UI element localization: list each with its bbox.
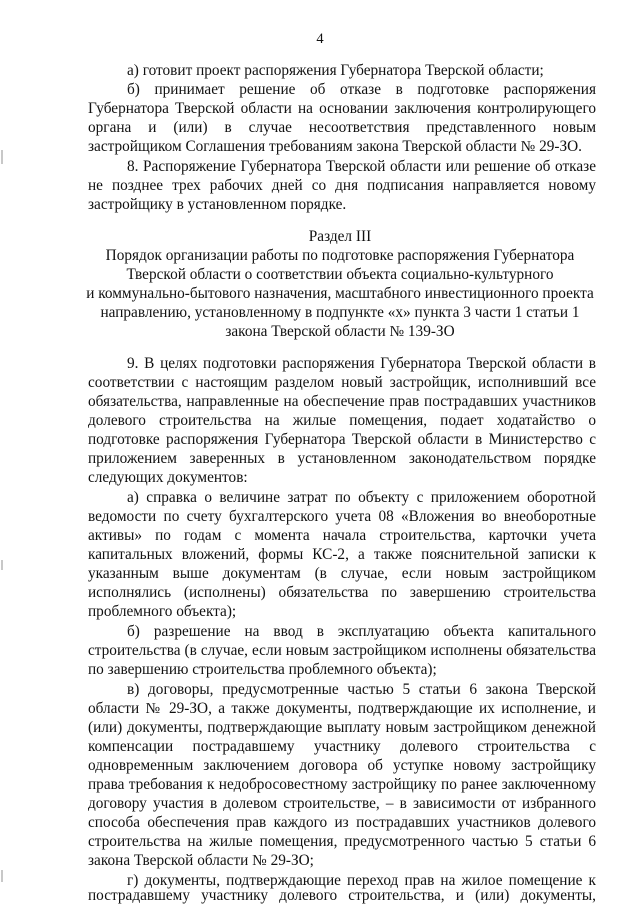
paragraph-9a-line: исполнялись (исполнены) обязательства по завершению строительства [88, 584, 596, 601]
paragraph-9-line: следующих документов: [88, 469, 248, 486]
paragraph-9a-line: а) справка о величине затрат по объекту с приложением оборотной [127, 489, 596, 506]
paragraph-9a-line: ведомости по счету бухгалтерского учета 08 «Вложения во внеоборотные [88, 508, 596, 525]
paragraph-b-line: застройщиком Соглашения требованиям закона Тверской области № 29-ЗО. [88, 138, 582, 155]
paragraph-9v-line: (или) документы, подтверждающие выплату новым застройщиком денежной [88, 719, 596, 736]
paragraph-8-line: застройщику в установленном порядке. [88, 196, 347, 213]
section-heading: Раздел III [308, 228, 372, 245]
paragraph-9a-line: указанным выше документам (в случае, если новым застройщиком [88, 565, 596, 582]
paragraph-9b-line: по завершению строительства проблемного объекта); [88, 661, 437, 678]
paragraph-9g-line: пострадавшему участнику долевого строительства, и (или) документы, [88, 887, 596, 904]
paragraph-9v-line: закона Тверской области № 29-ЗО; [88, 852, 314, 869]
scan-margin-mark [1, 870, 3, 882]
section-title-line: закона Тверской области № 139-ЗО [225, 323, 455, 340]
paragraph-9v-line: строительства на жилые помещения, предусмотренного частью 5 статьи 6 [88, 833, 596, 850]
paragraph-9v-line: способа обеспечения прав каждого из пострадавших участников долевого [88, 814, 596, 831]
section-title-line: и коммунально-бытового назначения, масштабного инвестиционного проекта [86, 285, 594, 302]
section-title-line: направлению, установленному в подпункте «х» пункта 3 части 1 статьи 1 [100, 304, 580, 321]
paragraph-9a-line: проблемного объекта); [88, 603, 237, 620]
section-title-line: Тверской области о соответствии объекта социально-культурного [126, 266, 554, 283]
paragraph-b-line: б) принимает решение об отказе в подготовке распоряжения [127, 81, 596, 98]
section-title-line: Порядок организации работы по подготовке распоряжения Губернатора [105, 247, 575, 264]
paragraph-9v-line: одновременным заключением договора об уступке новому застройщику [88, 757, 596, 774]
paragraph-9-line: обязательства, направленные на обеспечение прав пострадавших участников [88, 393, 596, 410]
paragraph-9-line: соответствии с настоящим разделом новый застройщик, исполнивший все [88, 374, 596, 391]
scan-margin-mark [1, 150, 3, 164]
paragraph-9v-line: договору участия в долевом строительстве, – в зависимости от избранного [88, 795, 596, 812]
paragraph-9v-line: области № 29-ЗО, а также документы, подтверждающие их исполнение, и [88, 700, 596, 717]
paragraph-9v-line: в) договоры, предусмотренные частью 5 статьи 6 закона Тверской [127, 681, 596, 698]
paragraph-9v-line: права требования к недобросовестному застройщику по ранее заключенному [88, 776, 596, 793]
paragraph-a-line: а) готовит проект распоряжения Губернатора Тверской области; [127, 62, 544, 79]
paragraph-8-line: не позднее трех рабочих дней со дня подписания направляется новому [88, 177, 596, 194]
page-number: 4 [316, 31, 324, 47]
scan-margin-mark [1, 560, 3, 570]
paragraph-9b-line: строительства (в случае, если новым застройщиком исполнены обязательства [88, 642, 596, 659]
paragraph-8-line: 8. Распоряжение Губернатора Тверской области или решение об отказе [127, 158, 596, 175]
paragraph-b-line: Губернатора Тверской области на основании заключения контролирующего [88, 100, 596, 117]
paragraph-9a-line: активы» по годам с момента начала строительства, карточки учета [88, 527, 596, 544]
paragraph-9v-line: компенсации пострадавшему участнику долевого строительства с [88, 738, 596, 755]
paragraph-9-line: приложением заверенных в установленном законодательством порядке [88, 450, 596, 467]
paragraph-9b-line: б) разрешение на ввод в эксплуатацию объекта капитального [127, 623, 596, 640]
paragraph-9-line: подготовке распоряжения Губернатора Тверской области в Министерство с [88, 431, 596, 448]
paragraph-9a-line: капитальных вложений, формы КС-2, а также пояснительной записки к [88, 546, 596, 563]
paragraph-b-line: органа и (или) в случае несоответствия представленного новым [88, 119, 596, 136]
paragraph-9-line: 9. В целях подготовки распоряжения Губернатора Тверской области в [127, 355, 596, 372]
paragraph-9g-line: г) документы, подтверждающие переход прав на жилое помещение к [127, 872, 596, 889]
paragraph-9-line: долевого строительства на жилые помещения, подает ходатайство о [88, 412, 596, 429]
